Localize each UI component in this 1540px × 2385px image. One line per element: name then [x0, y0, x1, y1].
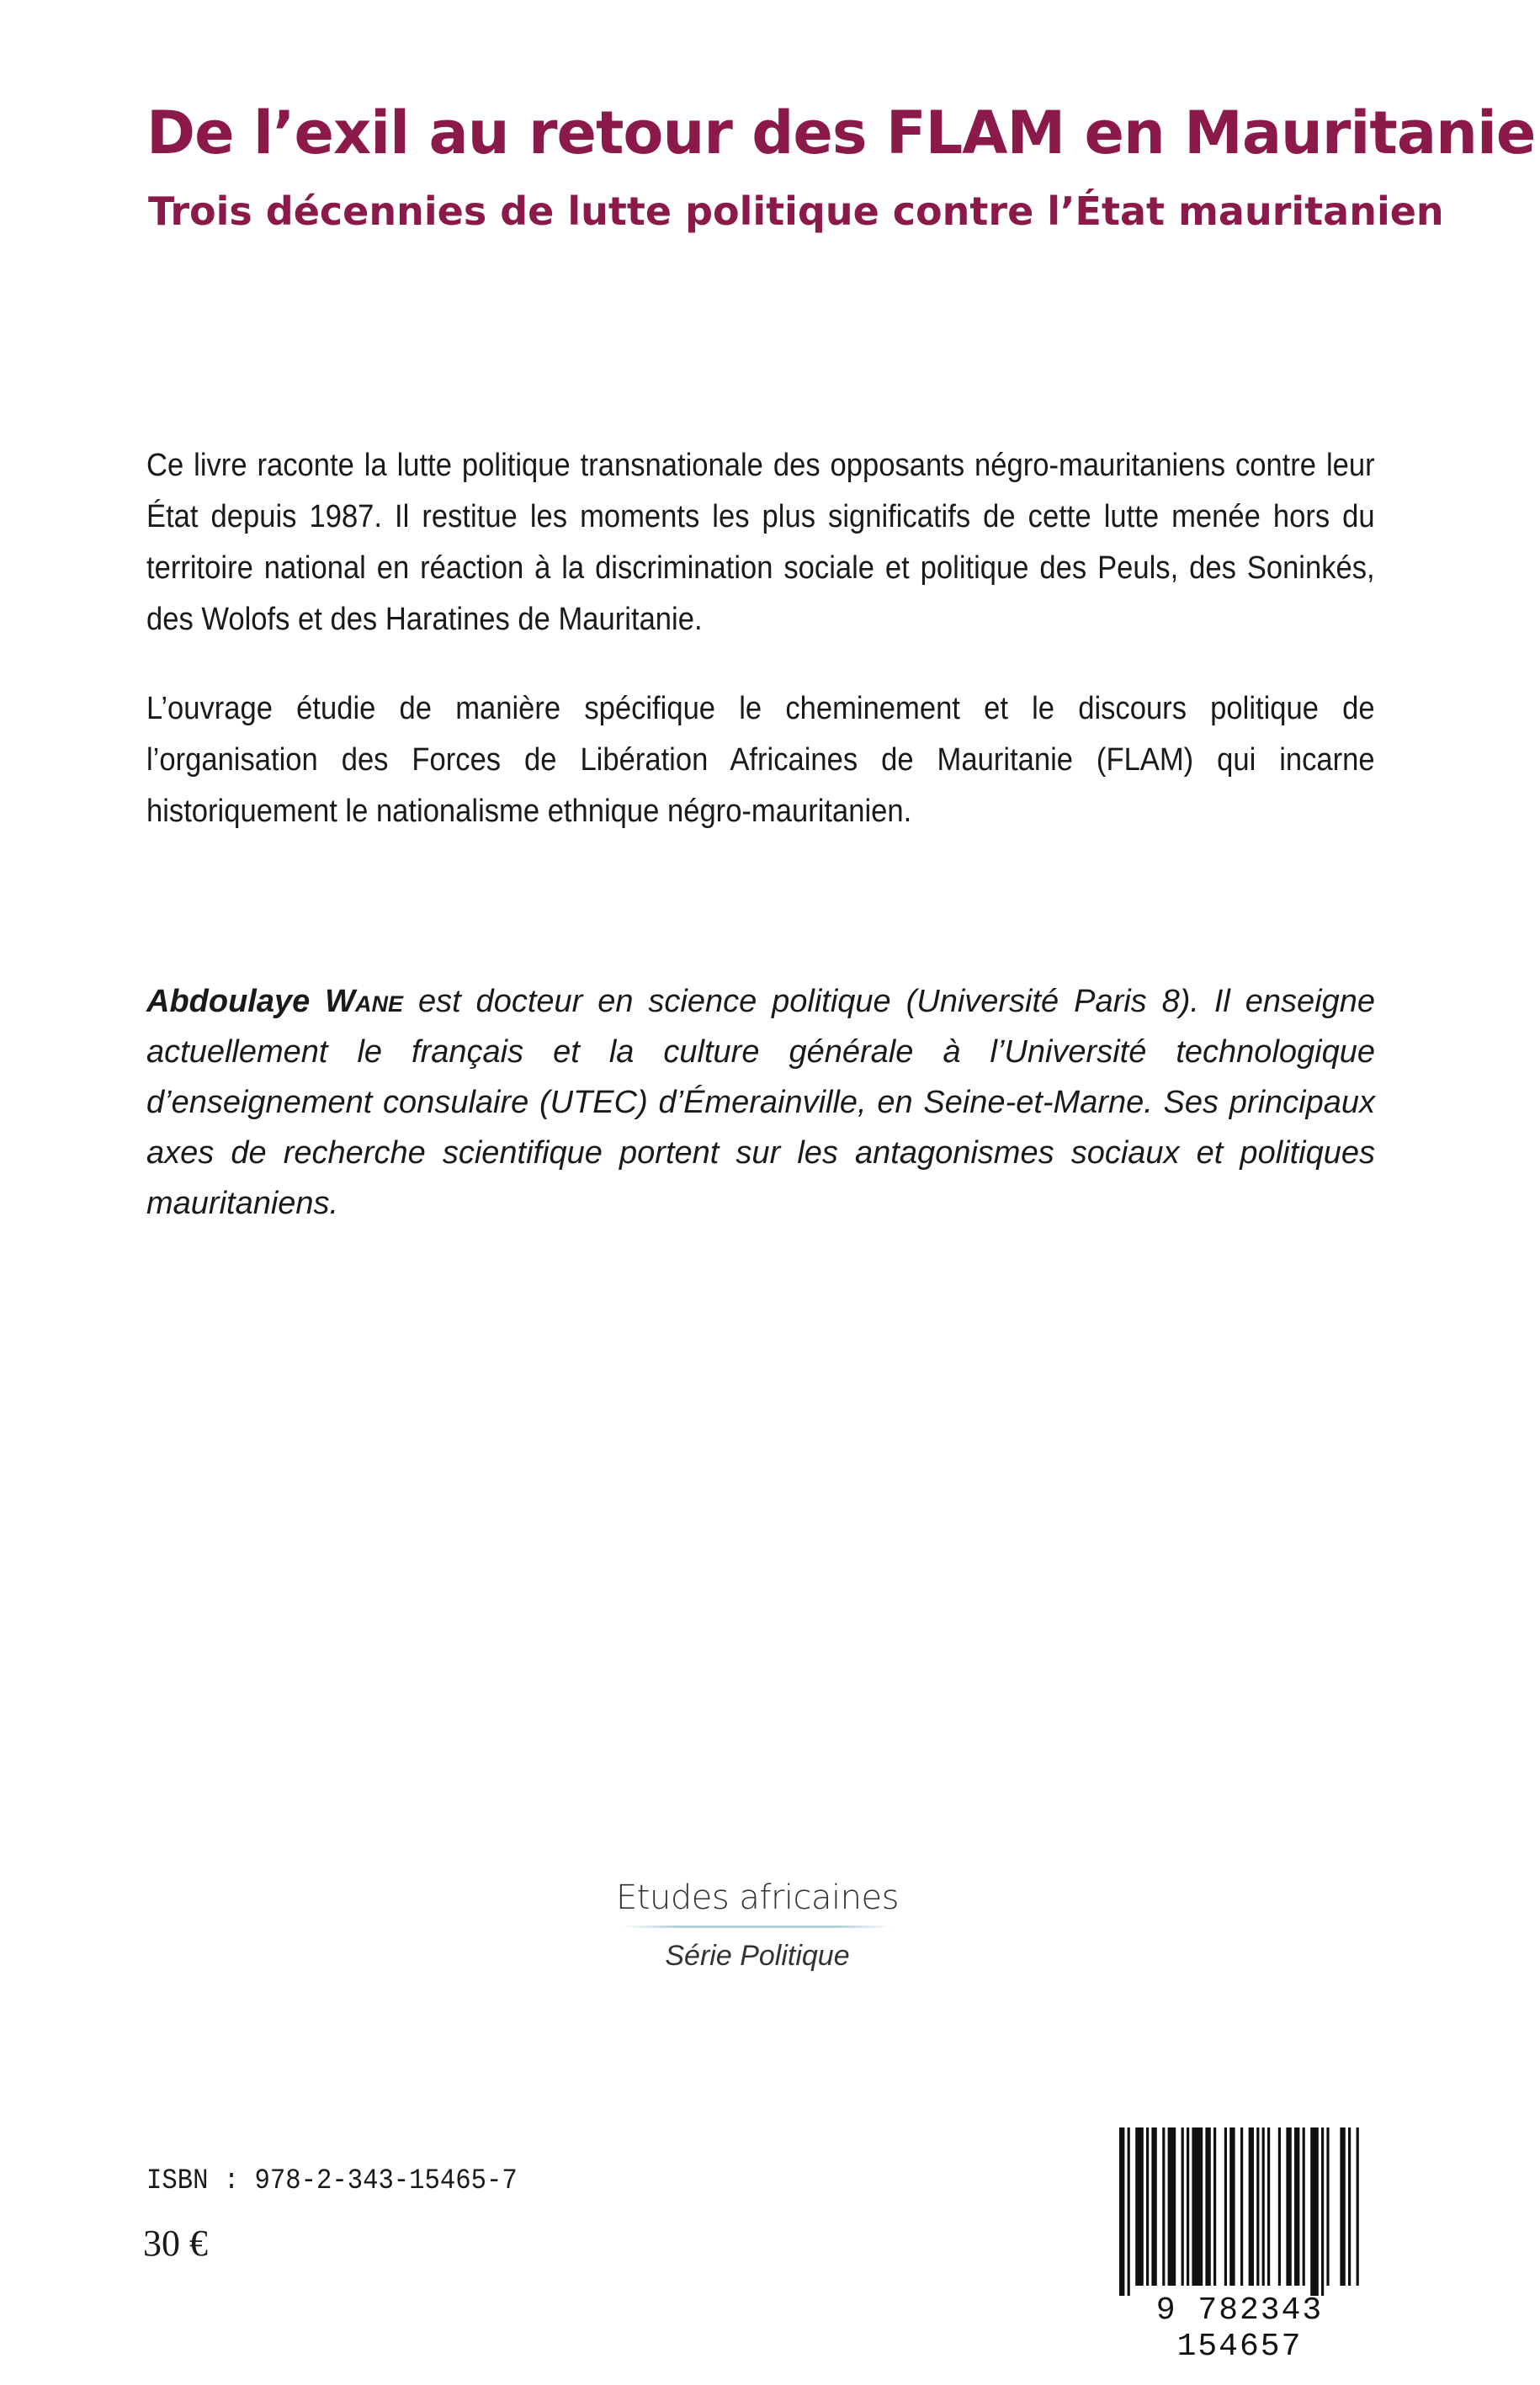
- barcode-bar: [1128, 2127, 1130, 2296]
- barcode-bar: [1321, 2127, 1324, 2296]
- barcode-bar: [1162, 2127, 1165, 2286]
- barcode-bar: [1278, 2127, 1281, 2286]
- summary-paragraph-2: L’ouvrage étudie de manière spécifique le cheminement et le discours politique de l’organisation des Forces de Libération Africaines de Mauritanie (FLAM) qui incarne historiquement le nationalisme ethnique négro-mauritanien.: [146, 691, 1375, 829]
- barcode-bar: [1187, 2127, 1189, 2286]
- barcode-bar: [1310, 2127, 1319, 2296]
- author-bio: [146, 976, 1375, 1229]
- barcode-bar: [1146, 2127, 1149, 2286]
- barcode-bar: [1224, 2127, 1227, 2286]
- price: 30 €: [143, 2223, 208, 2264]
- collection-series: Série Politique: [665, 1940, 850, 1972]
- barcode-bar: [1135, 2127, 1144, 2286]
- barcode-bar: [1182, 2127, 1184, 2286]
- author-first-name: Abdoulaye: [146, 984, 311, 1019]
- barcode-bar: [1151, 2127, 1156, 2286]
- barcode-bar: [1229, 2127, 1235, 2286]
- barcode-digits: 9 782343 154657: [1155, 2292, 1324, 2365]
- barcode: [1101, 2127, 1378, 2365]
- barcode-bar: [1213, 2127, 1216, 2286]
- collection-divider: [623, 1926, 892, 1928]
- barcode-bars: [1101, 2127, 1378, 2296]
- barcode-bar: [1119, 2127, 1124, 2296]
- isbn: ISBN : 978-2-343-15465-7: [146, 2165, 518, 2197]
- barcode-bar: [1192, 2127, 1203, 2286]
- barcode-bar: [1303, 2127, 1305, 2286]
- barcode-bar: [1267, 2127, 1270, 2286]
- barcode-bar: [1205, 2127, 1210, 2286]
- book-title: De l’exil au retour des FLAM en Mauritanie: [146, 98, 1536, 167]
- book-subtitle: Trois décennies de lutte politique contre l’État mauritanien: [148, 189, 1444, 234]
- barcode-bar: [1256, 2127, 1259, 2286]
- barcode-bar: [1262, 2127, 1265, 2286]
- barcode-bar: [1286, 2127, 1291, 2286]
- author-surname: Wane: [325, 984, 404, 1019]
- collection-block: [589, 1878, 926, 1973]
- barcode-bar: [1357, 2127, 1359, 2286]
- author-bio-text: est docteur en science politique (Université Paris 8). Il enseigne actuellement le français et la culture générale à l’Université technologique d’enseignement consulaire (UTEC) d’Émerainville, en Seine-et-Marne. Ses principaux axes de recherche scientifique portent sur les antagonismes sociaux et politiques mauritaniens.: [146, 984, 1375, 1221]
- barcode-bar: [1240, 2127, 1243, 2286]
- barcode-bar: [1294, 2127, 1299, 2286]
- collection-name: Etudes africaines: [616, 1878, 899, 1917]
- barcode-bar: [1168, 2127, 1176, 2286]
- barcode-bar: [1340, 2127, 1345, 2286]
- barcode-bar: [1348, 2127, 1351, 2286]
- summary-paragraph-1: Ce livre raconte la lutte politique transnationale des opposants négro-mauritaniens contre leur État depuis 1987. Il restitue les moments les plus significatifs de cette lutte menée hors du territoire national en réaction à la discrimination sociale et politique des Peuls, des Soninkés, des Wolofs et des Haratines de Mauritanie.: [146, 448, 1375, 637]
- barcode-bar: [1249, 2127, 1254, 2286]
- barcode-bar: [1326, 2127, 1329, 2286]
